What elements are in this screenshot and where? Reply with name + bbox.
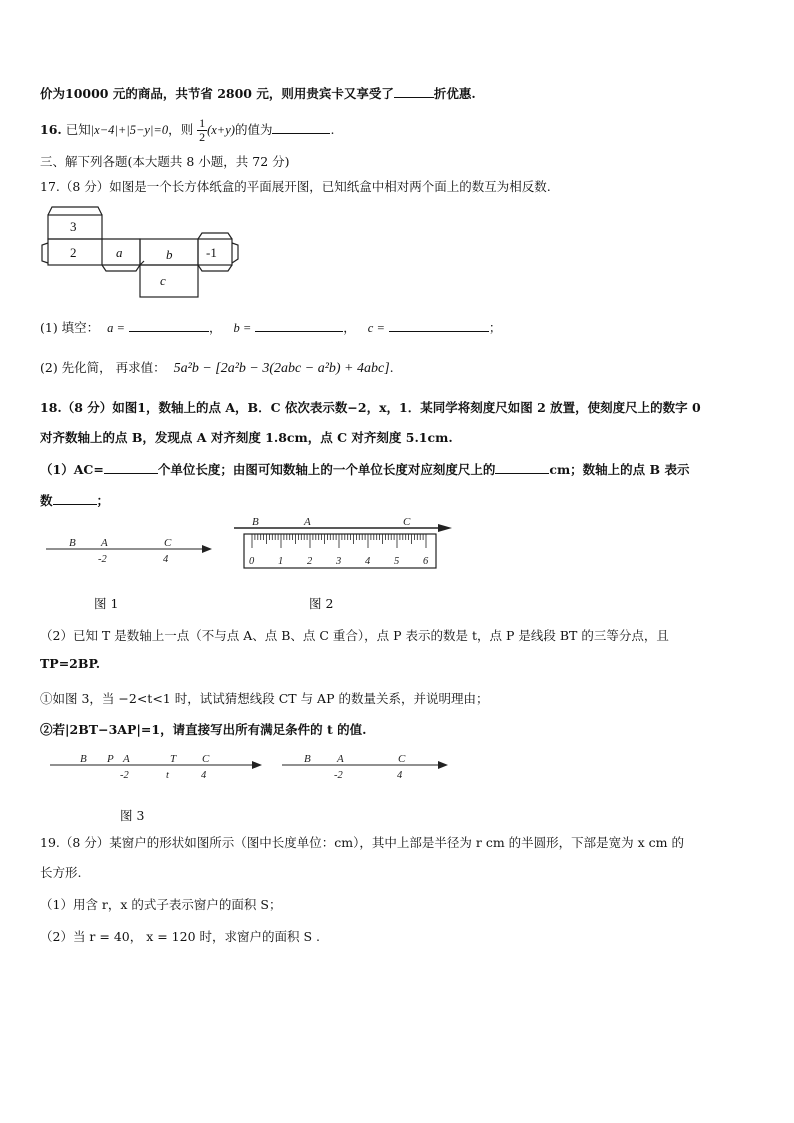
q16-answer-blank[interactable]	[272, 120, 330, 134]
section-title: 三、解下列各题(本大题共 8 小题，共 72 分)	[40, 154, 290, 169]
net-label-a: a	[116, 245, 123, 260]
q19-part1: （1）用含 r，x 的式子表示窗户的面积 S；	[40, 897, 282, 912]
q17-a-label: a =	[107, 321, 125, 335]
q18-part1-a: （1）AC=	[40, 462, 104, 477]
q17-sep-1: ，	[208, 320, 222, 335]
q15-answer-blank[interactable]	[394, 84, 434, 98]
q16-expr: (x+y)	[207, 123, 235, 137]
fig3-left-tick-neg2: -2	[120, 770, 129, 781]
q18-part1-e: ；	[96, 493, 110, 508]
q17-part2-label: (2) 先化简， 再求值：	[40, 360, 166, 375]
fig3-left-tick-4: 4	[201, 770, 207, 781]
q15-text-end: 折优惠.	[433, 86, 476, 101]
net-label-c: c	[160, 273, 166, 288]
fig3-left-label-B: B	[80, 753, 87, 765]
q18-part2-line1: （2）已知 T 是数轴上一点（不与点 A、点 B、点 C 重合），点 P 表示的数是 t，点 P 是线段 BT 的三等分点，且	[40, 628, 669, 643]
q17-part2-expr: 5a²b − [2a²b − 3(2abc − a²b) + 4abc]	[173, 361, 390, 376]
q18-fig1-number-line	[44, 534, 216, 568]
q16-end: .	[330, 122, 335, 137]
fig3-right-label-B: B	[304, 753, 311, 765]
ruler-number: 3	[336, 556, 342, 567]
q18-part1-b: 个单位长度；由图可知数轴上的一个单位长度对应刻度尺上的	[157, 462, 496, 477]
q18-part1-line1	[40, 460, 689, 478]
q18-header-line1: 18.（8 分）如图1，数轴上的点 A，B．C 依次表示数−2，x，1．某同学将刻度尺如图 2 放置，使刻度尺上的数字 0	[40, 400, 701, 415]
q17-part1	[40, 318, 501, 336]
fig3-right-tick-neg2: -2	[334, 770, 343, 781]
ruler-number: 5	[394, 556, 400, 567]
q17-c-label: c =	[367, 321, 385, 335]
q17-b-blank[interactable]	[255, 318, 343, 332]
q17-a-blank[interactable]	[129, 318, 209, 332]
q18-part2-line2: TP=2BP.	[40, 656, 101, 671]
q18-b-blank[interactable]	[53, 491, 97, 505]
ruler-number: 0	[249, 556, 255, 567]
q18-unit-blank[interactable]	[495, 460, 549, 474]
fig1-tick-4: 4	[163, 554, 169, 565]
fig2-caption: 图 2	[309, 596, 334, 611]
net-label-b: b	[166, 247, 173, 262]
q17-part2	[40, 358, 394, 377]
fig1-caption: 图 1	[94, 596, 119, 611]
q18-ac-blank[interactable]	[104, 460, 158, 474]
fig3-right-tick-4: 4	[397, 770, 403, 781]
fig1-label-B: B	[69, 537, 76, 549]
fig3-right-label-C: C	[398, 753, 406, 765]
fig3-left-label-P: P	[107, 753, 114, 765]
q16-fraction: $\frac{1}{2}$	[199, 116, 206, 144]
fig3-caption: 图 3	[120, 808, 145, 823]
ruler-number: 2	[307, 556, 313, 567]
ruler-number: 1	[278, 556, 284, 567]
ruler-number: 6	[423, 556, 429, 567]
q17-part2-end: .	[389, 360, 394, 375]
q17-box-net-figure	[40, 203, 240, 303]
q18-sub1: ①如图 3，当 −2<t<1 时，试试猜想线段 CT 与 AP 的数量关系，并说明理由；	[40, 691, 489, 706]
q18-part1-d: 数	[40, 493, 53, 508]
fig2-label-A: A	[304, 516, 311, 528]
q18-header-line2: 对齐数轴上的点 B，发现点 A 对齐刻度 1.8cm，点 C 对齐刻度 5.1cm.	[40, 430, 453, 445]
q19-part2: （2）当 r = 40， x = 120 时，求窗户的面积 S .	[40, 929, 320, 944]
net-label-3: 3	[70, 219, 77, 234]
fig3-left-tick-t: t	[166, 770, 169, 781]
q19-line1: 19.（8 分）某窗户的形状如图所示（图中长度单位：cm），其中上部是半径为 r cm 的半圆形，下部是宽为 x cm 的	[40, 835, 684, 850]
q19-line2: 长方形.	[40, 865, 82, 880]
q18-sub2: ②若|2BT−3AP|=1，请直接写出所有满足条件的 t 的值.	[40, 722, 367, 737]
q18-part1-c: cm；数轴上的点 B 表示	[549, 462, 690, 477]
fig3-left-label-C: C	[202, 753, 210, 765]
q17-header: 17.（8 分）如图是一个长方体纸盒的平面展开图，已知纸盒中相对两个面上的数互为相反数.	[40, 179, 551, 194]
q17-c-blank[interactable]	[389, 318, 489, 332]
fig1-label-C: C	[164, 537, 172, 549]
q17-sep-2: ，	[343, 320, 356, 335]
q16-tail: 的值为	[234, 122, 273, 137]
fig3-left-label-T: T	[170, 753, 177, 765]
fig1-label-A: A	[101, 537, 108, 549]
q17-part1-end: ；	[488, 320, 502, 335]
fig3-left-label-A: A	[123, 753, 130, 765]
fig2-label-B: B	[252, 516, 259, 528]
net-label-neg1: -1	[206, 245, 217, 260]
fig1-tick-neg2: -2	[98, 554, 107, 565]
q15-tail	[40, 84, 476, 102]
q18-fig2-ruler	[230, 514, 456, 572]
fig3-right-label-A: A	[337, 753, 344, 765]
q18-fig3-number-lines	[48, 748, 454, 782]
ruler-number: 4	[365, 556, 371, 567]
q16-abs-expr: |x−4|+|5−y|=0	[90, 123, 169, 137]
q18-part1-line2	[40, 491, 109, 509]
fig2-label-C: C	[403, 516, 411, 528]
net-label-2: 2	[70, 245, 77, 260]
q15-text: 价为10000 元的商品，共节省 2800 元，则用贵宾卡又享受了	[40, 86, 394, 101]
q16-number: 16.	[40, 122, 62, 137]
q17-part1-label: (1) 填空：	[40, 320, 100, 335]
q16-lead: 已知	[65, 122, 91, 137]
q16-comma: ，则	[168, 122, 194, 137]
q16	[40, 117, 334, 144]
q17-b-label: b =	[233, 321, 252, 335]
